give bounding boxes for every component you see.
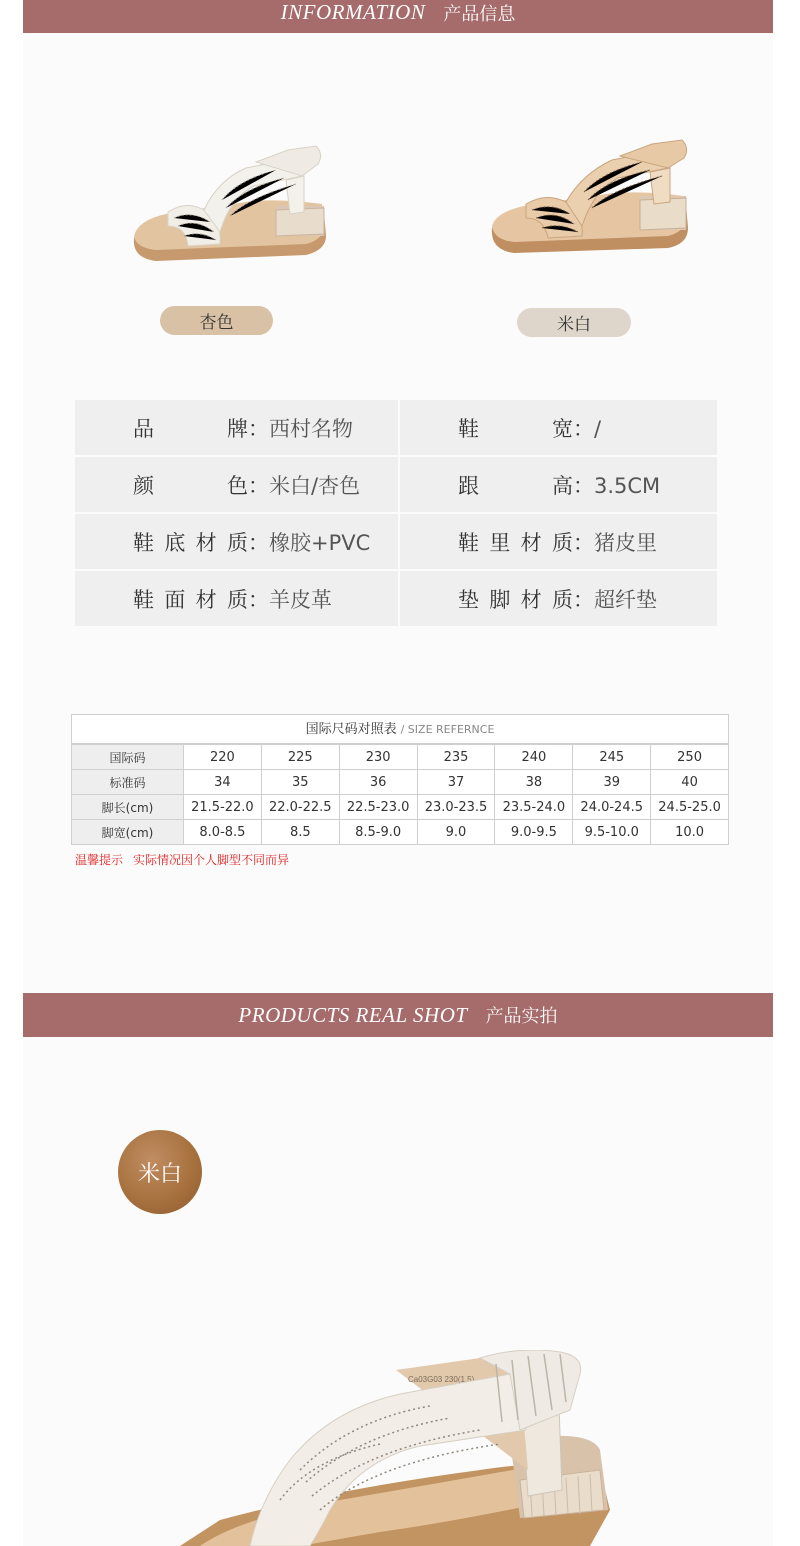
- size-cell: 23.5-24.0: [495, 795, 573, 820]
- spec-label: 颜色: [133, 473, 248, 498]
- spec-value: 3.5CM: [594, 473, 661, 498]
- spec-row: [75, 514, 717, 569]
- spec-cell: 品牌：西村名物: [75, 400, 398, 455]
- spec-value: /: [594, 416, 602, 441]
- spec-cell: 鞋底材质：橡胶+PVC: [75, 514, 398, 569]
- size-chart-subtitle: / SIZE REFERNCE: [400, 723, 495, 736]
- size-tip: [75, 851, 289, 868]
- spec-value: 猪皮里: [594, 530, 657, 555]
- spec-cell: 颜色：米白/杏色: [75, 457, 398, 512]
- size-cell: 8.5: [261, 820, 339, 845]
- size-cell: 37: [417, 770, 495, 795]
- spec-label: 品牌: [133, 416, 248, 441]
- banner-title-en: INFORMATION: [280, 0, 426, 24]
- sandal-closeup-image: [180, 1350, 610, 1546]
- size-cell: 39: [573, 770, 651, 795]
- color-pill-white[interactable]: [517, 308, 631, 337]
- spec-label: 鞋底材质: [133, 530, 248, 555]
- size-cell: 21.5-22.0: [184, 795, 262, 820]
- spec-cell: 鞋面材质：羊皮革: [75, 571, 398, 626]
- spec-cell: 鞋里材质：猪皮里: [400, 514, 717, 569]
- spec-label: 鞋里材质: [458, 530, 573, 555]
- sandal-apricot-image: [486, 136, 696, 260]
- size-cell: 10.0: [651, 820, 728, 845]
- size-cell: 23.0-23.5: [417, 795, 495, 820]
- size-chart-title-text: 国际尺码对照表: [305, 722, 397, 737]
- size-table-row: [72, 820, 728, 845]
- size-cell: 250: [651, 745, 728, 770]
- size-table-row: [72, 745, 728, 770]
- size-cell: 38: [495, 770, 573, 795]
- spec-row: [75, 400, 717, 455]
- size-row-header: 脚宽(cm): [72, 820, 184, 845]
- sandal-size-stamp: Ca03G03 230(1.5): [408, 1375, 475, 1384]
- size-cell: 22.5-23.0: [339, 795, 417, 820]
- spec-value: 西村名物: [269, 416, 353, 441]
- size-cell: 9.0: [417, 820, 495, 845]
- spec-label: 跟高: [458, 473, 573, 498]
- size-cell: 240: [495, 745, 573, 770]
- size-row-header: 脚长(cm): [72, 795, 184, 820]
- tip-label: 温馨提示: [75, 853, 124, 867]
- size-cell: 36: [339, 770, 417, 795]
- spec-label: 鞋面材质: [133, 587, 248, 612]
- spec-cell: 跟高：3.5CM: [400, 457, 717, 512]
- size-chart: [71, 714, 729, 845]
- size-cell: 8.0-8.5: [184, 820, 262, 845]
- spec-table: [73, 398, 719, 628]
- spec-row: [75, 457, 717, 512]
- size-cell: 225: [261, 745, 339, 770]
- size-cell: 24.5-25.0: [651, 795, 728, 820]
- size-cell: 230: [339, 745, 417, 770]
- spec-value: 超纤垫: [594, 587, 657, 612]
- spec-value: 橡胶+PVC: [269, 530, 371, 555]
- size-cell: 9.5-10.0: [573, 820, 651, 845]
- spec-row: [75, 571, 717, 626]
- size-chart-title: [72, 715, 728, 744]
- information-banner: [23, 0, 773, 33]
- size-table: [72, 744, 728, 844]
- color-badge: [118, 1130, 202, 1214]
- banner-title-en: PRODUCTS REAL SHOT: [238, 1002, 468, 1027]
- size-cell: 40: [651, 770, 728, 795]
- size-table-row: [72, 770, 728, 795]
- spec-cell: 鞋宽：/: [400, 400, 717, 455]
- banner-title-zh: 产品信息: [443, 3, 516, 25]
- spec-cell: 垫脚材质：超纤垫: [400, 571, 717, 626]
- spec-value: 米白/杏色: [269, 473, 361, 498]
- size-cell: 22.0-22.5: [261, 795, 339, 820]
- color-pill-apricot-label: 杏色: [199, 313, 234, 333]
- sandal-white-image: [126, 140, 332, 268]
- size-cell: 9.0-9.5: [495, 820, 573, 845]
- spec-label: 鞋宽: [458, 416, 573, 441]
- size-row-header: 标准码: [72, 770, 184, 795]
- size-cell: 245: [573, 745, 651, 770]
- size-table-row: [72, 795, 728, 820]
- tip-text: 实际情况因个人脚型不同而异: [133, 853, 290, 867]
- size-cell: 35: [261, 770, 339, 795]
- size-cell: 220: [184, 745, 262, 770]
- color-badge-label: 米白: [137, 1161, 182, 1187]
- real-shot-banner: [23, 993, 773, 1037]
- color-pill-white-label: 米白: [557, 315, 591, 335]
- color-pill-apricot[interactable]: [160, 306, 273, 335]
- size-row-header: 国际码: [72, 745, 184, 770]
- banner-title-zh: 产品实拍: [485, 1006, 558, 1027]
- size-cell: 34: [184, 770, 262, 795]
- size-cell: 8.5-9.0: [339, 820, 417, 845]
- size-cell: 24.0-24.5: [573, 795, 651, 820]
- size-cell: 235: [417, 745, 495, 770]
- spec-label: 垫脚材质: [458, 587, 573, 612]
- spec-value: 羊皮革: [269, 587, 332, 612]
